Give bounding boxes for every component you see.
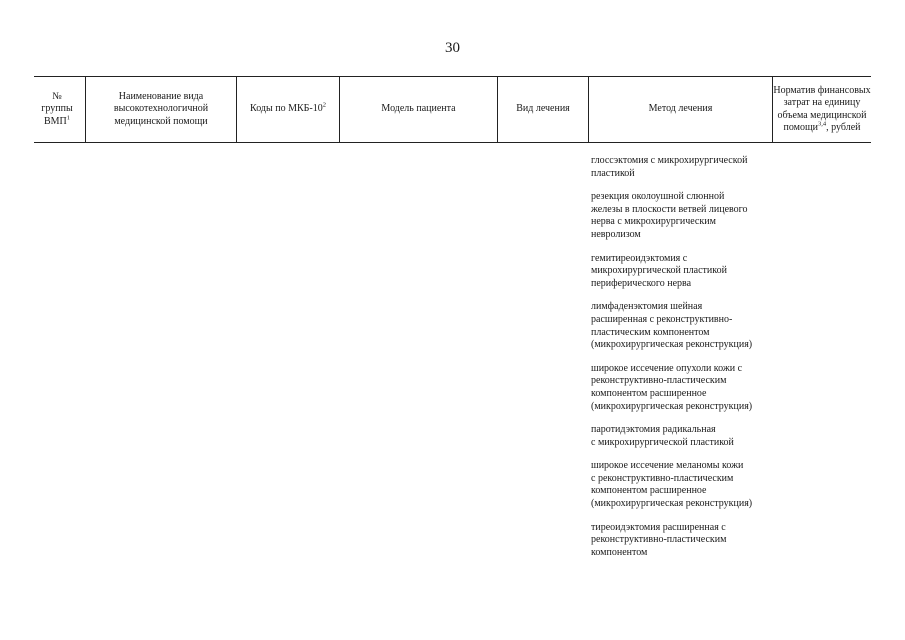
- header-group-number: [36, 77, 78, 142]
- header-treatment-type: [498, 77, 588, 142]
- header-cost-norm-label: Норматив финансовых затрат на единицу объема медицинской помощи: [773, 84, 871, 133]
- list-item: глоссэктомия с микрохирургической пластикой: [591, 155, 748, 179]
- header-icd-codes-label: Коды по МКБ-10: [250, 103, 323, 115]
- header-patient-model: [340, 77, 497, 142]
- footnote-ref: 2: [322, 101, 326, 109]
- list-item: тиреоидэктомия расширенная с реконструктивно-пластическим компонентом: [591, 521, 727, 558]
- header-bottom-rule: [34, 142, 871, 143]
- header-patient-model-label: Модель пациента: [381, 103, 456, 115]
- list-item: резекция околоушной слюнной железы в плоскости ветвей лицевого нерва с микрохирургическим невролизом: [591, 191, 748, 240]
- list-item: паротидэктомия радикальная с микрохирургической пластикой: [591, 424, 734, 448]
- header-treatment-type-label: Вид лечения: [516, 103, 570, 115]
- list-item: широкое иссечение меланомы кожи с реконструктивно-пластическим компонентом расширенное (микрохирургическая реконструкция): [591, 460, 753, 510]
- header-cost-norm: [773, 77, 871, 142]
- header-care-type-label: Наименование вида высокотехнологичной медицинской помощи: [113, 90, 209, 127]
- header-cost-norm-unit: , рублей: [826, 122, 861, 133]
- list-item: широкое иссечение опухоли кожи с реконструктивно-пластическим компонентом расширенное (микрохирургическая реконструкция): [591, 362, 753, 412]
- list-item: гемитиреоидэктомия с микрохирургической пластикой периферического нерва: [591, 252, 727, 289]
- footnote-ref: 3,4: [818, 120, 827, 128]
- list-item: лимфаденэктомия шейная расширенная с реконструктивно- пластическим компонентом (микрохирургическая реконструкция): [591, 301, 753, 351]
- header-care-type: [86, 77, 236, 142]
- header-group-label: № группы ВМП: [41, 90, 73, 127]
- footnote-ref: 1: [66, 114, 71, 122]
- header-treatment-method: [589, 77, 772, 142]
- page-number: 30: [445, 40, 460, 56]
- header-icd-codes: [237, 77, 339, 142]
- treatment-method-list: [591, 155, 781, 570]
- header-treatment-method-label: Метод лечения: [648, 103, 713, 115]
